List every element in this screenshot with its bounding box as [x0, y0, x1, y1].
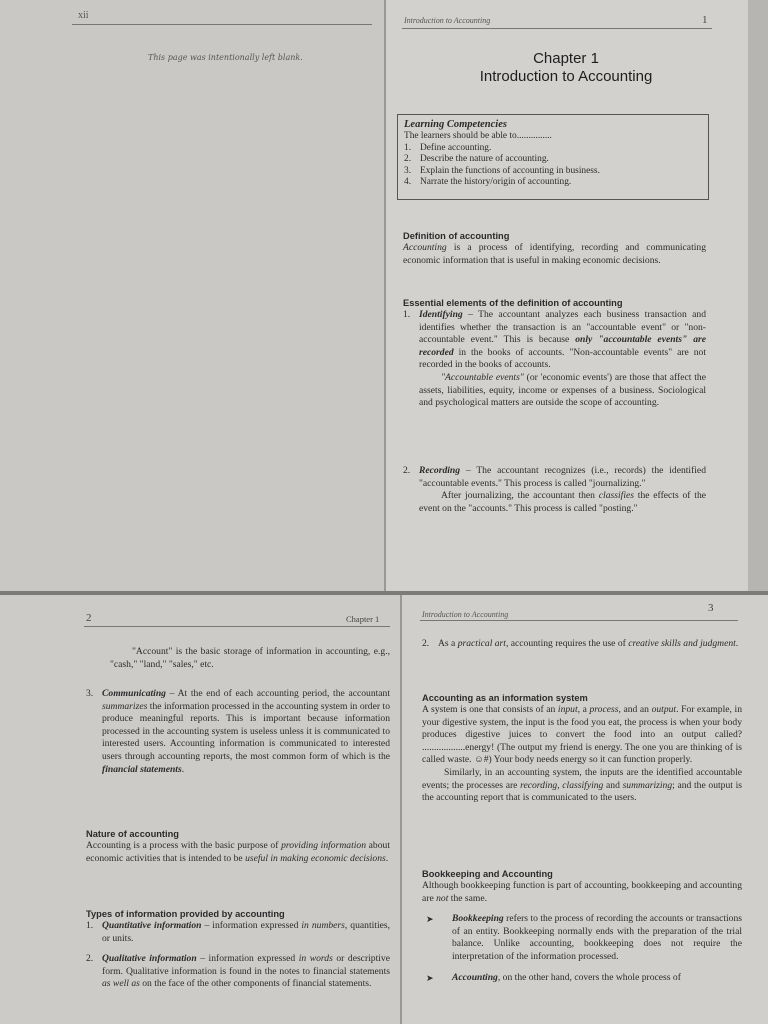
identifying-item: 1. Identifying – The accountant analyzes each business transaction and identifies whether the transaction is an "accountable event" or "non-accountable event." This is because only "accountable events" are recorded in the books of accounts. "Non-accountable events" are not recorded in the books of accounts. "Accountable events" (or 'economic events') are those that affect the assets, liabilities, equity, income or expenses of a business. Sociological and psychological matters are outside the scope of accounting. [403, 309, 706, 409]
chevron-bullet-icon: ➤ [426, 972, 434, 983]
type-item: 1. Quantitative information – information expressed in numbers, quantities, or units. [86, 920, 391, 944]
account-paragraph: "Account" is the basic storage of information in accounting, e.g., "cash," "land," "sales," etc. [110, 646, 390, 670]
blank-page-note: This page was intentionally left blank. [148, 53, 303, 62]
page-3 [402, 594, 768, 1024]
essential-elements-section [403, 297, 706, 410]
definition-text: Accounting is a process of identifying, recording and communicating economic information that is useful in making economic decisions. [403, 242, 706, 266]
running-head: Introduction to Accounting [404, 16, 491, 25]
section-heading: Bookkeeping and Accounting [422, 869, 553, 879]
header-rule [402, 28, 712, 29]
chapter-label: Chapter 1 [533, 50, 599, 67]
page-seam [0, 591, 768, 595]
practical-art-item: 2. As a practical art, accounting requires the use of creative skills and judgment. [422, 638, 739, 649]
communicating-section [86, 688, 390, 776]
types-section [86, 908, 390, 991]
section-heading: Definition of accounting [403, 231, 510, 241]
chapter-title: Introduction to Accounting [479, 68, 653, 85]
page-1 [386, 0, 748, 592]
competency-item: 4. Narrate the history/origin of accounting. [404, 177, 572, 187]
page-xii [0, 0, 384, 592]
bookkeeping-bullet: ➤ Bookkeeping refers to the process of recording the accounts or transactions of an entity. Bookkeeping normally ends with the preparation of the trial balance. Unlike accounting, bookkeeping does not require the interpretation of the information processed. [426, 913, 742, 962]
competencies-intro: The learners should be able to............... [404, 131, 552, 141]
competencies-title: Learning Competencies [404, 119, 507, 130]
page-2 [0, 594, 400, 1024]
competency-item: 2. Describe the nature of accounting. [404, 154, 549, 164]
definition-section [403, 230, 706, 267]
page-number: 1 [702, 14, 708, 26]
page-number: 2 [86, 612, 92, 624]
recording-section [403, 465, 706, 515]
communicating-item: 3. Communicating – At the end of each accounting period, the accountant summarizes the information processed in the accounting system in order to produce meaningful reports. This is important because information processed in the accounting system is useless unless it is communicated to interested users. Accounting information is communicated to interested users through accounting reports, the most common form of which is the financial statements. [86, 688, 390, 775]
page-number: 3 [708, 602, 714, 614]
section-heading: Types of information provided by accounting [86, 909, 285, 919]
competency-item: 3. Explain the functions of accounting in business. [404, 165, 600, 176]
bookkeeping-section: Bookkeeping and Accounting Although bookkeeping function is part of accounting, bookkeeping and accounting are not the same. ➤ Bookkeeping refers to the process of recording the accounts or transactions of an entity. Bookkeeping normally ends with the preparation of the trial balance. Unlike accounting, bookkeeping does not require the interpretation of the information processed. ➤ Accounting, on the other hand, covers the whole process of [422, 869, 742, 983]
page-number: xii [78, 10, 89, 21]
page-edge [748, 0, 768, 592]
nature-section: Nature of accounting Accounting is a process with the basic purpose of providing information about economic activities that is intended to be useful in making economic decisions. [86, 829, 390, 864]
chevron-bullet-icon: ➤ [426, 914, 434, 925]
information-system-section: Accounting as an information system A system is one that consists of an input, a process, and an output. For example, in your digestive system, the input is the food you eat, the process is when your body produces digestive juices to convert the food into an output called? ..................energy! (The output my friend is energy. The one you are thinking of is called waste. ☺#) Your body needs energy so it can function properly. Similarly, in an accounting system, the inputs are the identified accountable events; the processes are recording, classifying and summarizing; and the output is the accounting report that is communicated to the users. [422, 693, 743, 804]
section-heading: Nature of accounting [86, 829, 179, 839]
section-heading: Essential elements of the definition of accounting [403, 298, 623, 308]
competency-item: 1. Define accounting. [404, 142, 492, 153]
learning-competencies-box [397, 114, 709, 200]
header-rule [420, 620, 738, 621]
header-rule [84, 626, 390, 627]
running-head: Introduction to Accounting [422, 610, 509, 619]
section-heading: Accounting as an information system [422, 693, 588, 703]
running-head: Chapter 1 [346, 614, 380, 624]
recording-item: 2. Recording – The accountant recognizes (i.e., records) the identified "accountable events." This process is called "journalizing." After journalizing, the accountant then classifies the effects of the event on the "accounts." This process is called "posting." [403, 465, 707, 514]
accounting-bullet: ➤ Accounting, on the other hand, covers the whole process of [426, 971, 681, 983]
header-rule [72, 24, 372, 25]
type-item: 2. Qualitative information – information expressed in words or descriptive form. Qualitative information is found in the notes to financial statements as well as on the face of the other components of financial statements. [86, 953, 390, 990]
